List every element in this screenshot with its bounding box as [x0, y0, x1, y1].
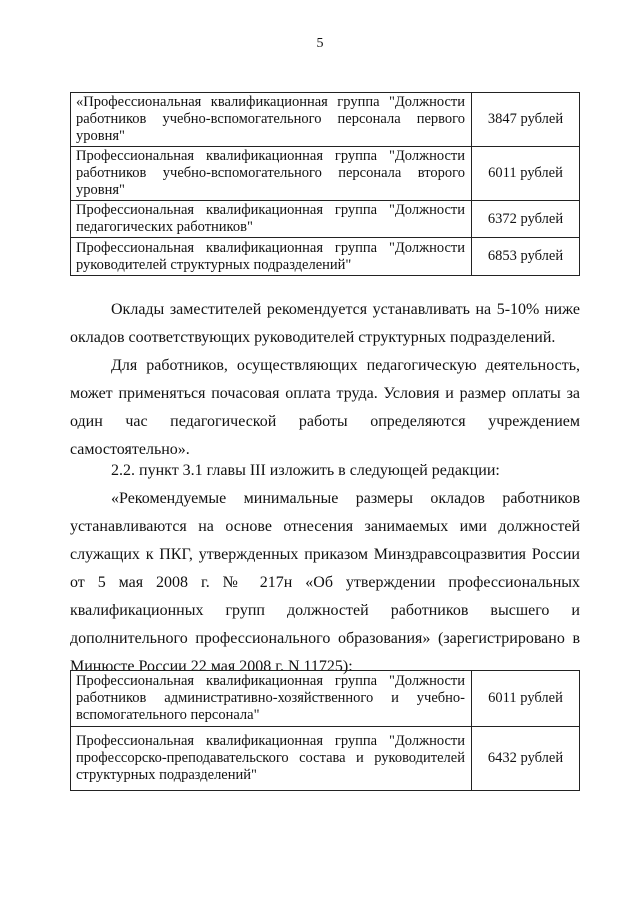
paragraph-clause-2-2: 2.2. пункт 3.1 главы III изложить в следующей редакции: [111, 462, 500, 479]
table-cell-description: Профессиональная квалификационная группа "Должности работников учебно-вспомогательного персонала второго уровня" [71, 147, 472, 201]
table-row [71, 238, 580, 276]
table-cell-description: Профессиональная квалификационная группа "Должности профессорско-преподавательского состава и руководителей структурных подразделений" [71, 727, 472, 791]
table-cell-description: Профессиональная квалификационная группа "Должности педагогических работников" [71, 201, 472, 238]
table-cell-description: Профессиональная квалификационная группа "Должности работников административно-хозяйственного и учебно-вспомогательного персонала" [71, 671, 472, 727]
table-cell-description: Профессиональная квалификационная группа "Должности руководителей структурных подразделений" [71, 238, 472, 276]
table-cell-salary: 6372 рублей [472, 201, 580, 238]
table-row [71, 671, 580, 727]
paragraph-recommended-salaries: «Рекомендуемые минимальные размеры окладов работников устанавливаются на основе отнесения занимаемых ими должностей служащих к ПКГ, утвержденных приказом Минздравсоцразвития России от 5 мая 2008 г. № 217н «Об утверждении профессиональных квалификационных групп должностей работников высшего и дополнительного профессионального образования» (зарегистрировано в Минюсте России 22 мая 2008 г. N 11725): [70, 490, 580, 675]
salary-table-2 [70, 670, 580, 791]
page-number: 5 [316, 36, 324, 51]
table-row [71, 93, 580, 147]
table-cell-salary: 6853 рублей [472, 238, 580, 276]
table-row [71, 727, 580, 791]
table-row [71, 147, 580, 201]
table-cell-salary: 6011 рублей [472, 671, 580, 727]
table-cell-salary: 3847 рублей [472, 93, 580, 147]
salary-table-1 [70, 92, 580, 276]
table-row [71, 201, 580, 238]
table-cell-salary: 6011 рублей [472, 147, 580, 201]
table-cell-description: «Профессиональная квалификационная группа "Должности работников учебно-вспомогательного персонала первого уровня" [71, 93, 472, 147]
paragraph-deputies: Оклады заместителей рекомендуется устанавливать на 5-10% ниже окладов соответствующих руководителей структурных подразделений. [70, 301, 580, 346]
paragraph-hourly-pay: Для работников, осуществляющих педагогическую деятельность, может применяться почасовая оплата труда. Условия и размер оплаты за один час педагогической работы определяются учреждением самостоятельно». [70, 357, 580, 458]
table-cell-salary: 6432 рублей [472, 727, 580, 791]
